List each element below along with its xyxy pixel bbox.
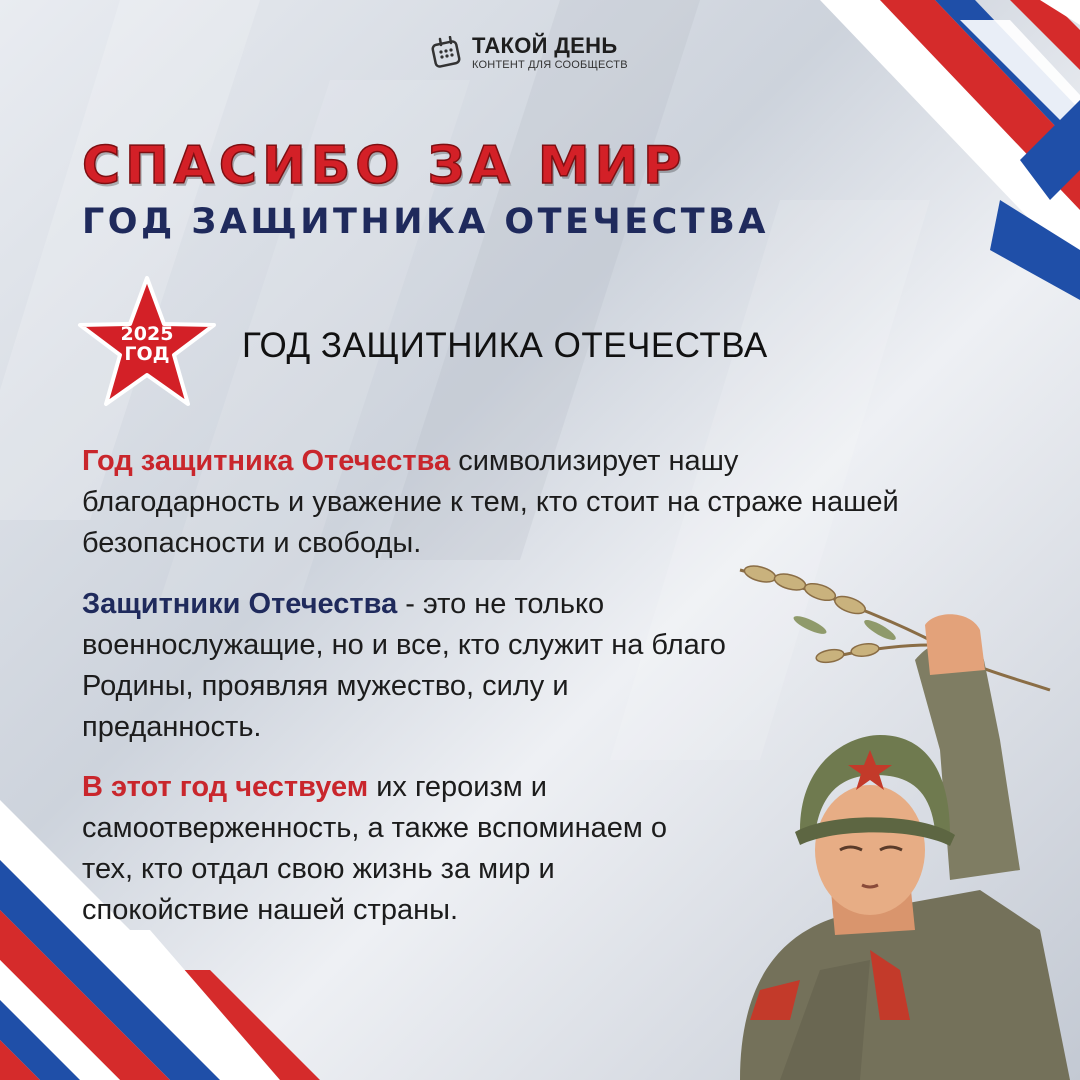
paragraph-3 <box>82 767 682 931</box>
main-title: СПАСИБО ЗА МИР <box>82 136 687 196</box>
paragraph-3-text: их героизм и самоотверженность, а также вспоминаем о тех, кто отдал свою жизнь за мир и спокойствие нашей страны. <box>82 771 667 926</box>
section-heading: ГОД ЗАЩИТНИКА ОТЕЧЕСТВА <box>242 326 768 365</box>
badge-year: 2025 <box>120 323 174 345</box>
paragraph-1 <box>82 441 902 564</box>
paragraph-2 <box>82 584 742 748</box>
calendar-icon <box>430 36 464 70</box>
soldier-illustration <box>700 550 1080 1080</box>
brand-name: ТАКОЙ ДЕНЬ <box>472 33 618 58</box>
paragraph-1-text: символизирует нашу благодарность и уважение к тем, кто стоит на страже нашей безопасности и свободы. <box>82 445 899 559</box>
paragraph-2-text: - это не только военнослужащие, но и все, кто служит на благо Родины, проявляя мужество, силу и преданность. <box>82 588 726 743</box>
badge-label: ГОД <box>124 343 170 365</box>
year-badge <box>76 324 218 364</box>
brand-logo <box>430 34 628 72</box>
paragraph-3-highlight: В этот год чествуем <box>82 771 369 803</box>
paragraph-1-highlight: Год защитника Отечества <box>82 445 451 477</box>
paragraph-2-highlight: Защитники Отечества <box>82 588 398 620</box>
brand-tagline: КОНТЕНТ ДЛЯ СООБЩЕСТВ <box>472 59 628 71</box>
subtitle: ГОД ЗАЩИТНИКА ОТЕЧЕСТВА <box>82 202 769 242</box>
